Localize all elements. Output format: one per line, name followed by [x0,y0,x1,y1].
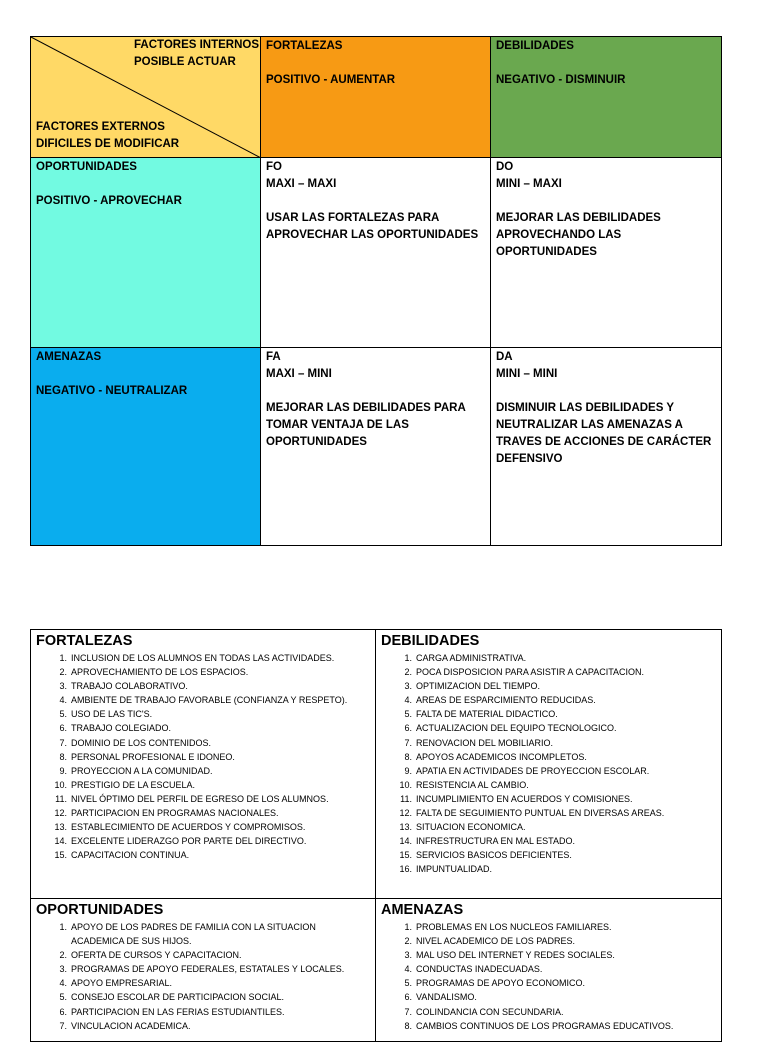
list-item [380,736,717,750]
list-item-text: TRABAJO COLEGIADO. [71,723,172,734]
list-item-text: SERVICIOS BASICOS DEFICIENTES. [416,850,572,861]
list-item-text: VINCULACION ACADEMICA. [71,1020,191,1031]
list-item-text: POCA DISPOSICION PARA ASISTIR A CAPACITACION. [416,667,645,678]
list-item [35,693,371,707]
da-desc-line: NEUTRALIZAR LAS AMENAZAS A [496,419,683,431]
do-code: DO [496,161,514,173]
fortalezas-subtitle: POSITIVO - AUMENTAR [266,74,396,86]
list-item [380,792,717,806]
list-item-text: INCLUSION DE LOS ALUMNOS EN TODAS LAS ACTIVIDADES. [71,653,335,663]
list-item-text: AMBIENTE DE TRABAJO FAVORABLE (CONFIANZA Y RESPETO). [71,695,348,706]
debilidades-header [491,37,722,158]
amenazas-header [31,348,261,546]
list-item-number: 5. [404,978,412,989]
list-item [380,834,717,848]
list-item-number: 13. [54,822,67,833]
do-type: MINI – MAXI [496,178,562,190]
amenazas-subtitle: NEGATIVO - NEUTRALIZAR [36,385,188,397]
list-item [35,820,371,834]
list-item-text: APOYO EMPRESARIAL. [71,978,173,989]
foda-lists-table [30,629,722,1042]
list-item [380,976,717,990]
list-item-text: NIVEL ÓPTIMO DEL PERFIL DE EGRESO DE LOS ALUMNOS. [71,793,329,804]
list-item [35,651,371,665]
list-item-number: 2. [59,667,67,678]
list-item-number: 3. [404,681,412,692]
list-item [35,750,371,764]
list-item [35,834,371,848]
fortalezas-list-title: FORTALEZAS [36,633,133,649]
internal-factors-label: FACTORES INTERNOS POSIBLE ACTUAR [134,39,260,68]
list-item [35,920,371,948]
list-item-number: 3. [404,950,412,961]
da-desc-line: DEFENSIVO [496,453,563,465]
list-item-text: COLINDANCIA CON SECUNDARIA. [416,1006,564,1017]
list-item-text: CARGA ADMINISTRATIVA. [416,653,527,663]
da-desc-line: TRAVES DE ACCIONES DE CARÁCTER [496,436,712,448]
fo-desc-line: APROVECHAR LAS OPORTUNIDADES [266,229,479,241]
da-desc-line: DISMINUIR LAS DEBILIDADES Y [496,402,675,414]
list-item-text: IMPUNTUALIDAD. [416,864,493,875]
list-item [380,806,717,820]
list-item-number: 8. [404,1020,412,1031]
list-item-number: 1. [404,922,412,932]
list-item [380,651,717,665]
list-item-number: 11. [400,793,412,804]
fa-type: MAXI – MINI [266,368,332,380]
list-item-text: VANDALISMO. [416,992,477,1003]
list-item-text: FALTA DE MATERIAL DIDACTICO. [416,709,558,720]
list-item [380,934,717,948]
list-item [35,707,371,721]
da-type: MINI – MINI [496,368,558,380]
debilidades-subtitle: NEGATIVO - DISMINUIR [496,74,626,86]
fortalezas-title: FORTALEZAS [266,40,343,52]
list-item [380,693,717,707]
list-item-text: APOYOS ACADEMICOS INCOMPLETOS. [416,751,587,762]
list-item-number: 2. [404,936,412,947]
list-item-text: USO DE LAS TIC'S. [71,709,153,720]
do-desc-line: OPORTUNIDADES [496,246,597,258]
list-item [380,665,717,679]
list-item-number: 14. [399,836,412,847]
list-item [380,679,717,693]
list-item [35,806,371,820]
list-item [380,721,717,735]
list-item-number: 4. [59,695,67,706]
list-item-text: ACTUALIZACION DEL EQUIPO TECNOLOGICO. [416,723,617,734]
list-item-text: PARTICIPACION EN PROGRAMAS NACIONALES. [71,808,279,819]
list-item-number: 2. [59,950,67,961]
da-code: DA [496,351,513,363]
debilidades-list-title: DEBILIDADES [381,633,480,649]
list-item-number: 10. [399,779,412,790]
list-item [380,862,717,876]
list-item-number: 1. [59,922,67,932]
list-item-number: 14. [54,836,67,847]
list-item [35,990,371,1004]
list-item-text: CONDUCTAS INADECUADAS. [416,964,543,975]
list-item [380,848,717,862]
list-item [35,736,371,750]
list-item-number: 5. [404,709,412,720]
foda-matrix [30,36,722,546]
list-item-text: DOMINIO DE LOS CONTENIDOS. [71,737,212,748]
list-item-number: 6. [59,723,67,734]
list-item [380,962,717,976]
list-item-text: INCUMPLIMIENTO EN ACUERDOS Y COMISIONES. [416,793,633,804]
fo-type: MAXI – MAXI [266,178,337,190]
list-item [380,1019,717,1033]
list-item-number: 6. [404,723,412,734]
oportunidades-header [31,158,261,348]
list-item [35,679,371,693]
list-item [380,1005,717,1019]
list-item-text: CONSEJO ESCOLAR DE PARTICIPACION SOCIAL. [71,992,285,1003]
list-item-text: PROGRAMAS DE APOYO FEDERALES, ESTATALES Y LOCALES. [71,964,345,975]
list-item [380,948,717,962]
oportunidades-list [35,920,371,1033]
debilidades-list-cell [376,630,722,899]
list-item-text: PROBLEMAS EN LOS NUCLEOS FAMILIARES. [416,922,612,932]
fo-desc-line: USAR LAS FORTALEZAS PARA [266,212,440,224]
list-item [380,778,717,792]
list-item-number: 8. [404,751,412,762]
list-item-text: NIVEL ACADEMICO DE LOS PADRES. [416,936,576,947]
list-item-text: OPTIMIZACION DEL TIEMPO. [416,681,541,692]
list-item [35,962,371,976]
list-item-text: OFERTA DE CURSOS Y CAPACITACION. [71,950,242,961]
list-item-number: 1. [404,653,412,663]
matrix-header-cell [31,37,261,158]
list-item-text: APROVECHAMIENTO DE LOS ESPACIOS. [71,667,249,678]
list-item [35,665,371,679]
list-item [380,990,717,1004]
list-item-text: PROGRAMAS DE APOYO ECONOMICO. [416,978,586,989]
list-item-number: 15. [54,850,67,861]
list-item-number: 9. [59,765,67,776]
list-item-number: 3. [59,681,67,692]
list-item-text: APOYO DE LOS PADRES DE FAMILIA CON LA SITUACION ACADEMICA DE SUS HIJOS. [71,922,316,947]
list-item-number: 4. [59,978,67,989]
list-item-number: 4. [404,964,412,975]
fa-desc-line: MEJORAR LAS DEBILIDADES PARA [266,402,466,414]
list-item [35,948,371,962]
list-item [35,1005,371,1019]
fa-code: FA [266,351,281,363]
list-item-text: SITUACION ECONOMICA. [416,822,526,833]
fortalezas-list [35,651,371,862]
list-item [380,764,717,778]
list-item [35,976,371,990]
list-item-number: 16. [399,864,412,875]
list-item-number: 3. [59,964,67,975]
amenazas-list-title: AMENAZAS [381,902,464,918]
list-item [35,848,371,862]
oportunidades-list-title: OPORTUNIDADES [36,902,164,918]
debilidades-title: DEBILIDADES [496,40,574,52]
list-item-text: PRESTIGIO DE LA ESCUELA. [71,779,196,790]
list-item-number: 13. [399,822,412,833]
list-item-number: 12. [399,808,412,819]
list-item [380,820,717,834]
external-factors-label: FACTORES EXTERNOS DIFICILES DE MODIFICAR [36,121,180,150]
debilidades-list [380,651,717,877]
list-item-text: RENOVACION DEL MOBILIARIO. [416,737,554,748]
do-desc-line: MEJORAR LAS DEBILIDADES [496,212,661,224]
list-item-text: EXCELENTE LIDERAZGO POR PARTE DEL DIRECTIVO. [71,836,307,847]
list-item-text: CAMBIOS CONTINUOS DE LOS PROGRAMAS EDUCATIVOS. [416,1020,674,1031]
list-item-number: 2. [404,667,412,678]
list-item-text: PARTICIPACION EN LAS FERIAS ESTUDIANTILES. [71,1006,285,1017]
oportunidades-list-cell [31,899,376,1042]
list-item-text: AREAS DE ESPARCIMIENTO REDUCIDAS. [416,695,596,706]
list-item-number: 12. [54,808,67,819]
list-item [35,721,371,735]
list-item-number: 4. [404,695,412,706]
list-item-text: MAL USO DEL INTERNET Y REDES SOCIALES. [416,950,615,961]
list-item [35,778,371,792]
list-item-number: 15. [399,850,412,861]
list-item-text: INFRESTRUCTURA EN MAL ESTADO. [416,836,576,847]
fortalezas-header [261,37,491,158]
fo-code: FO [266,161,282,173]
list-item-number: 5. [59,992,67,1003]
amenazas-list [380,920,717,1033]
list-item-number: 8. [59,751,67,762]
list-item-number: 5. [59,709,67,720]
do-cell [491,158,722,348]
amenazas-list-cell [376,899,722,1042]
list-item [35,764,371,778]
list-item-text: CAPACITACION CONTINUA. [71,850,190,861]
list-item-text: APATIA EN ACTIVIDADES DE PROYECCION ESCOLAR. [416,765,650,776]
list-item-number: 6. [59,1006,67,1017]
list-item-text: ESTABLECIMIENTO DE ACUERDOS Y COMPROMISOS. [71,822,306,833]
list-item-number: 1. [59,653,67,663]
list-item-number: 7. [404,1006,412,1017]
amenazas-title: AMENAZAS [36,351,102,363]
oportunidades-title: OPORTUNIDADES [36,161,137,173]
list-item [380,750,717,764]
fa-cell [261,348,491,546]
oportunidades-subtitle: POSITIVO - APROVECHAR [36,195,182,207]
list-item-text: RESISTENCIA AL CAMBIO. [416,779,529,790]
fa-desc-line: TOMAR VENTAJA DE LAS [266,419,409,431]
list-item-text: PROYECCION A LA COMUNIDAD. [71,765,213,776]
list-item [35,1019,371,1033]
list-item [380,707,717,721]
list-item [380,920,717,934]
fortalezas-list-cell [31,630,376,899]
da-cell [491,348,722,546]
list-item-number: 7. [404,737,412,748]
do-desc-line: APROVECHANDO LAS [496,229,622,241]
list-item-number: 6. [404,992,412,1003]
list-item-number: 10. [54,779,67,790]
list-item-number: 9. [404,765,412,776]
list-item-text: PERSONAL PROFESIONAL E IDONEO. [71,751,235,762]
fo-cell [261,158,491,348]
list-item-text: TRABAJO COLABORATIVO. [71,681,188,692]
list-item [35,792,371,806]
fa-desc-line: OPORTUNIDADES [266,436,367,448]
list-item-number: 7. [59,737,67,748]
list-item-number: 7. [59,1020,67,1031]
list-item-number: 11. [55,793,67,804]
list-item-text: FALTA DE SEGUIMIENTO PUNTUAL EN DIVERSAS AREAS. [416,808,665,819]
